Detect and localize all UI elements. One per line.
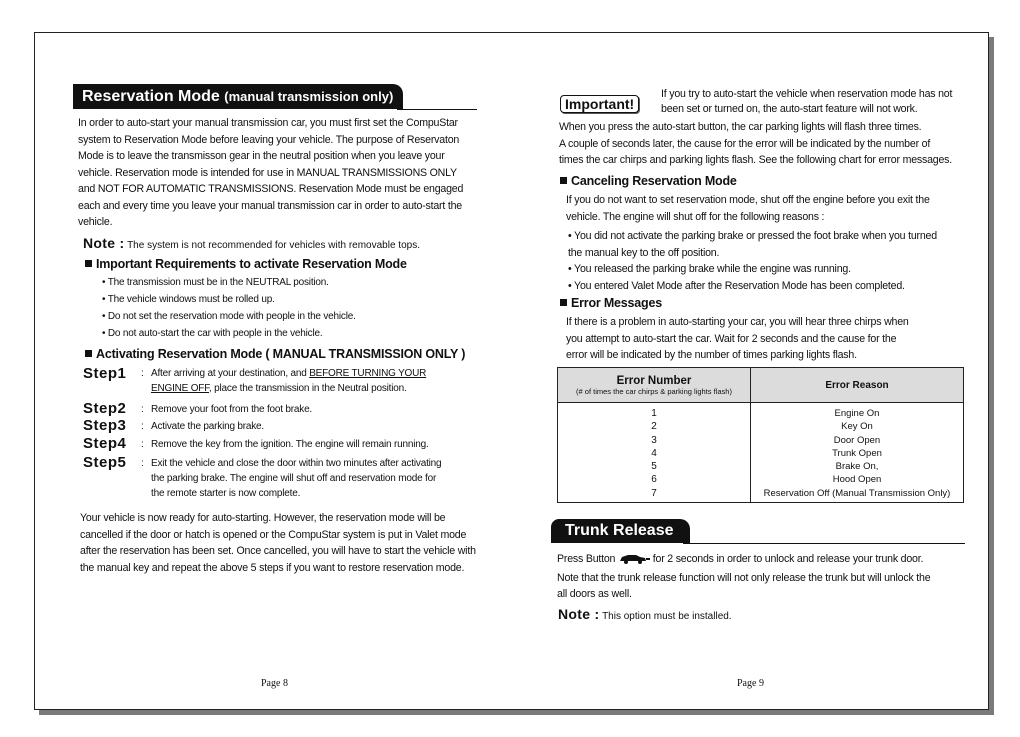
- requirement-item: • Do not set the reservation mode with people in the vehicle.: [102, 311, 356, 322]
- error-reasons-cell: [751, 403, 964, 503]
- manual-sheet: [34, 32, 989, 710]
- step-colon: :: [141, 458, 144, 469]
- section-rule: [397, 109, 477, 110]
- error-intro: If there is a problem in auto-starting your car, you will hear three chirps when you attempt to auto-start the car. Wait for 2 seconds and the cause for the error will be indicated by the number of times parking lights flash.: [566, 316, 909, 361]
- step-3-text: Activate the parking brake.: [151, 421, 264, 432]
- closing-line: Your vehicle is now ready for auto-starting. However, the reservation mode will be: [80, 512, 446, 524]
- error-reason: Trunk Open: [832, 447, 882, 459]
- step-colon: :: [141, 439, 144, 450]
- intro-line: and NOT FOR AUTOMATIC TRANSMISSIONS. Reservation Mode must be engaged: [78, 183, 464, 195]
- step-2-label: Step2: [83, 400, 127, 417]
- step-5-label: Step5: [83, 454, 127, 471]
- note-text: The system is not recommended for vehicles with removable tops.: [127, 240, 420, 251]
- error-number: 5: [651, 461, 657, 473]
- requirement-item: • Do not auto-start the car with people in the vehicle.: [102, 328, 323, 339]
- error-table-header: [558, 368, 964, 403]
- closing-paragraph: [80, 510, 476, 576]
- col-error-reason: Error Reason: [751, 368, 964, 403]
- step-3-label: Step3: [83, 417, 127, 434]
- trunk-release-banner: Trunk Release: [551, 519, 690, 543]
- square-bullet-icon: [560, 299, 567, 306]
- error-number: 6: [651, 474, 657, 486]
- error-reason: Hood Open: [832, 474, 882, 486]
- error-table-body: [558, 403, 964, 503]
- banner-subtitle: (manual transmission only): [224, 89, 394, 104]
- square-bullet-icon: [560, 177, 567, 184]
- requirements-heading: Important Requirements to activate Reservation Mode: [85, 257, 407, 271]
- intro-line: In order to auto-start your manual transmission car, you must first set the CompuStar: [78, 117, 458, 129]
- intro-line: each and every time you leave your manual transmission car in order to auto-start the: [78, 199, 462, 212]
- error-number: 3: [651, 434, 657, 446]
- activating-heading: Activating Reservation Mode ( MANUAL TRANSMISSION ONLY ): [85, 347, 465, 361]
- step-4-label: Step4: [83, 435, 127, 452]
- intro-line: system to Reservation Mode before leaving your vehicle. The purpose of Reservaton: [78, 133, 460, 146]
- section-rule: [683, 543, 965, 544]
- note-label: Note :: [83, 235, 125, 251]
- error-number: 7: [651, 487, 657, 499]
- step-colon: :: [141, 404, 144, 415]
- step-5-text: Exit the vehicle and close the door within two minutes after activating the parking brake. The engine will shut off and reservation mode for the remote starter is now complete.: [151, 458, 442, 499]
- intro-paragraph: [78, 115, 463, 231]
- error-number: 4: [651, 447, 657, 459]
- error-reason: Reservation Off (Manual Transmission Only): [763, 487, 951, 499]
- note-label: Note :: [558, 606, 600, 622]
- trunk-button-car-icon: [618, 553, 650, 570]
- error-reason: Key On: [841, 421, 873, 433]
- closing-line: the manual key and repeat the above 5 steps if you want to restore reservation mode.: [80, 561, 465, 574]
- square-bullet-icon: [85, 350, 92, 357]
- step-1-text: After arriving at your destination, and BEFORE TURNING YOUR ENGINE OFF, place the transmission in the Neutral position.: [151, 368, 427, 394]
- intro-line: vehicle. Reservation mode is intended for use in MANUAL TRANSMISSIONS ONLY: [78, 166, 457, 179]
- banner-title: Reservation Mode: [82, 88, 220, 105]
- error-messages-heading: Error Messages: [560, 296, 662, 310]
- note-option-installed: [558, 606, 732, 622]
- page-number-left: Page 8: [261, 678, 288, 689]
- step-2-text: Remove your foot from the foot brake.: [151, 404, 313, 415]
- important-badge: Important!: [560, 95, 639, 113]
- trunk-text: Press Button for 2 seconds in order to unlock and release your trunk door. Note that the trunk release function will not only release the trunk but will unlock the all doors as well.: [557, 553, 931, 600]
- error-reason: Door Open: [833, 434, 881, 446]
- closing-line: cancelled if the door or hatch is opened or the CompuStar system is put in Valet mode: [80, 528, 467, 541]
- error-table: [557, 367, 964, 503]
- col-error-number: Error Number (# of times the car chirps & parking lights flash): [558, 368, 751, 403]
- error-number: 2: [651, 421, 657, 433]
- canceling-heading: Canceling Reservation Mode: [560, 174, 737, 188]
- requirement-item: • The vehicle windows must be rolled up.: [102, 294, 275, 305]
- error-numbers-cell: [558, 403, 751, 503]
- error-reason: Engine On: [834, 408, 880, 419]
- reservation-mode-banner: [73, 84, 403, 109]
- error-reason: Brake On,: [835, 461, 879, 473]
- square-bullet-icon: [85, 260, 92, 267]
- step-4-text: Remove the key from the ignition. The engine will remain running.: [151, 439, 429, 450]
- important-more: When you press the auto-start button, the car parking lights will flash three times. A couple of seconds later, the cause for the error will be indicated by the number of times the car chirps and parking lights flash. See the following chart for error messages.: [559, 121, 952, 166]
- note-removable-tops: [83, 235, 420, 251]
- step-colon: :: [141, 368, 144, 379]
- error-number: 1: [651, 408, 657, 419]
- note-text: This option must be installed.: [602, 611, 732, 622]
- intro-line: Mode is to leave the transmisson gear in the neutral position when you leave your: [78, 150, 445, 162]
- step-colon: :: [141, 421, 144, 432]
- step-1-label: Step1: [83, 365, 127, 382]
- intro-line: vehicle.: [78, 216, 113, 228]
- important-text: If you try to auto-start the vehicle when reservation mode has not been set or turned on, the auto-start feature will not work.: [661, 88, 953, 115]
- cancel-reasons: • You did not activate the parking brake or pressed the foot brake when you turned the manual key to the off position. • You released the parking brake while the engine was running. • You entered Valet Mode after the Reservation Mode has been completed.: [568, 230, 937, 292]
- cancel-intro: If you do not want to set reservation mode, shut off the engine before you exit the vehicle. The engine will shut off for the following reasons :: [566, 194, 930, 223]
- page-number-right: Page 9: [737, 678, 764, 689]
- requirement-item: • The transmission must be in the NEUTRAL position.: [102, 277, 329, 288]
- closing-line: after the reservation has been set. Once cancelled, you will have to start the vehicle with: [80, 545, 476, 557]
